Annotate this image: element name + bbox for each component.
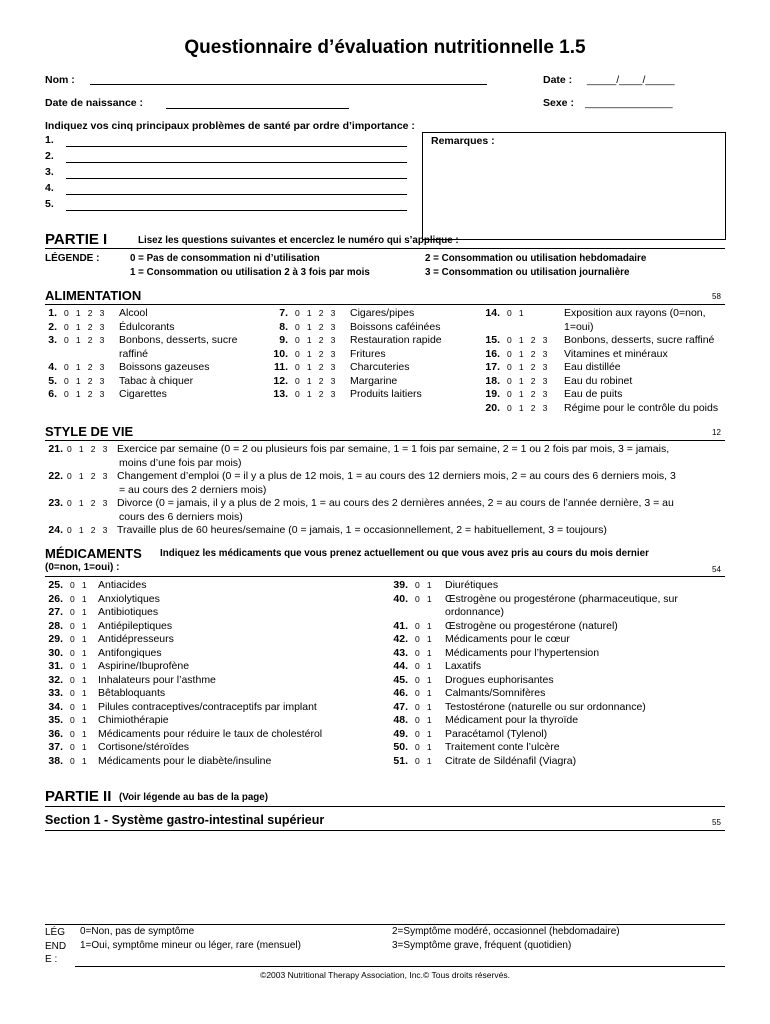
style-de-vie-label-continuation: cours des 6 derniers mois) (119, 510, 243, 523)
alimentation-label: Édulcorants (119, 320, 175, 333)
medicament-scale[interactable]: 0 1 (415, 634, 435, 644)
partie1-instruction: Lisez les questions suivantes et encerclez le numéro qui s’applique : (138, 235, 459, 246)
footer-legend-rule (45, 924, 725, 925)
problem-field[interactable] (66, 178, 407, 179)
alimentation-scale[interactable]: 0 1 2 3 (507, 389, 550, 399)
style-de-vie-number: 22. (48, 470, 63, 482)
nom-label: Nom : (45, 74, 75, 86)
date-label: Date : (543, 74, 573, 86)
medicament-scale[interactable]: 0 1 (70, 688, 90, 698)
medicament-item (390, 620, 618, 634)
partie2-rule (45, 806, 725, 807)
problem-field[interactable] (66, 162, 407, 163)
legend-1: 1 = Consommation ou utilisation 2 à 3 fois par mois (130, 267, 370, 278)
alimentation-number: 11. (273, 361, 288, 373)
alimentation-number: 19. (485, 388, 500, 400)
style-de-vie-scale[interactable]: 0 1 2 3 (67, 498, 110, 508)
alimentation-number: 10. (273, 347, 288, 360)
alimentation-item (45, 361, 209, 375)
alimentation-label: Eau distillée (564, 361, 621, 373)
medicament-item (390, 687, 545, 701)
medicament-label: Chimiothérapie (98, 714, 169, 726)
legend-3: 3 = Consommation ou utilisation journalière (425, 267, 630, 278)
style-de-vie-score: 12 (712, 428, 721, 437)
alimentation-title: ALIMENTATION (45, 288, 142, 303)
footer-legend-2: 2=Symptôme modéré, occasionnel (hebdomadaire) (392, 926, 620, 937)
medicament-number: 47. (393, 700, 408, 713)
medicament-item (390, 728, 547, 742)
alimentation-item (45, 388, 167, 402)
medicament-number: 49. (393, 727, 408, 740)
medicament-scale[interactable]: 0 1 (415, 647, 435, 658)
medicament-label: Paracétamol (Tylenol) (445, 727, 548, 740)
medicaments-title: MÉDICAMENTS (45, 546, 142, 561)
medicament-scale[interactable]: 0 1 (415, 688, 435, 698)
alimentation-number: 12. (273, 374, 288, 387)
medicament-item (45, 701, 317, 715)
medicament-scale[interactable]: 0 1 (415, 580, 435, 590)
medicament-scale[interactable]: 0 1 (70, 715, 90, 725)
medicament-number: 25. (48, 579, 63, 591)
partie1-rule (45, 248, 725, 249)
alimentation-item (482, 348, 668, 362)
page-title: Questionnaire d’évaluation nutritionnelle 1.5 (184, 37, 586, 58)
medicament-scale[interactable]: 0 1 (70, 607, 90, 617)
footer-bottom-rule (75, 966, 725, 967)
alimentation-label: Eau du robinet (564, 374, 633, 387)
alimentation-label: Exposition aux rayons (0=non, (564, 307, 706, 319)
legend-2: 2 = Consommation ou utilisation hebdomadaire (425, 253, 647, 264)
footer-legend-label-line: END (45, 940, 67, 952)
nom-field[interactable] (90, 84, 487, 85)
medicament-number: 40. (393, 592, 408, 605)
alimentation-label: Alcool (119, 307, 148, 319)
alimentation-number: 7. (279, 307, 288, 319)
medicament-number: 38. (48, 754, 63, 767)
copyright: ©2003 Nutritional Therapy Association, Inc.© Tous droits réservés. (260, 970, 510, 980)
alimentation-item (270, 307, 414, 321)
alimentation-label: Margarine (350, 374, 398, 387)
medicament-item (45, 579, 146, 593)
medicament-item (45, 674, 216, 688)
alimentation-item (45, 334, 237, 348)
style-de-vie-label-continuation: moins d’une fois par mois) (119, 456, 242, 469)
medicament-label: Drogues euphorisantes (445, 673, 554, 686)
problem-number: 1. (45, 134, 54, 146)
medicaments-score: 54 (712, 565, 721, 574)
style-de-vie-item (45, 524, 607, 538)
medicament-scale[interactable]: 0 1 (415, 755, 435, 766)
alimentation-item (45, 307, 148, 321)
date-field[interactable]: _____/____/_____ (587, 74, 675, 86)
alimentation-item (270, 334, 442, 348)
alimentation-item (482, 375, 632, 389)
medicament-number: 51. (393, 754, 408, 767)
alimentation-label: Vitamines et minéraux (564, 347, 668, 360)
medicament-label: Antibiotiques (98, 606, 159, 618)
medicament-scale[interactable]: 0 1 (70, 620, 90, 631)
medicament-number: 33. (48, 687, 63, 699)
medicament-item (390, 660, 481, 674)
alimentation-number: 8. (279, 320, 288, 333)
problem-number: 4. (45, 182, 54, 194)
medicament-item (45, 620, 172, 634)
medicament-number: 30. (48, 646, 63, 659)
medicament-scale[interactable]: 0 1 (70, 634, 90, 644)
medicament-item (45, 741, 189, 755)
medicament-item (390, 714, 578, 728)
alimentation-scale[interactable]: 0 1 2 3 (507, 362, 550, 372)
alimentation-number: 15. (485, 334, 500, 346)
alimentation-scale[interactable]: 0 1 2 3 (64, 335, 107, 345)
alimentation-item (45, 321, 174, 335)
style-de-vie-title: STYLE DE VIE (45, 424, 134, 439)
style-de-vie-scale[interactable]: 0 1 2 3 (67, 525, 110, 535)
alimentation-number: 13. (273, 388, 288, 400)
alimentation-label: Produits laitiers (350, 388, 422, 400)
medicament-item (390, 579, 498, 593)
alimentation-item (482, 361, 621, 375)
alimentation-label-continuation: 1=oui) (564, 320, 594, 333)
alimentation-score: 58 (712, 292, 721, 301)
medicament-label: Cortisone/stéroïdes (98, 741, 190, 753)
medicament-number: 45. (393, 673, 408, 686)
alimentation-number: 4. (48, 361, 57, 373)
alimentation-number: 17. (485, 361, 500, 373)
medicament-number: 39. (393, 579, 408, 591)
medicament-label: Laxatifs (445, 660, 482, 672)
alimentation-item (45, 375, 193, 389)
medicament-number: 36. (48, 727, 63, 740)
alimentation-label: Bonbons, desserts, sucre raffiné (564, 334, 715, 346)
alimentation-label: Régime pour le contrôle du poids (564, 401, 719, 414)
alimentation-scale[interactable]: 0 1 2 3 (295, 389, 338, 399)
style-de-vie-scale[interactable]: 0 1 2 3 (67, 444, 110, 454)
medicament-label: Œstrogène ou progestérone (naturel) (445, 619, 618, 632)
medicament-number: 32. (48, 673, 63, 686)
medicament-label: Antidépresseurs (98, 633, 174, 645)
medicament-number: 41. (393, 619, 408, 632)
alimentation-item (270, 361, 410, 375)
medicament-label: Anxiolytiques (98, 592, 160, 605)
footer-legend-3: 3=Symptôme grave, fréquent (quotidien) (392, 939, 572, 951)
style-de-vie-label: Changement d’emploi (0 = il y a plus de 12 mois, 1 = au cours des 12 derniers mois, 2 = au cours des 6 derniers mois, 3 (117, 470, 676, 482)
medicament-item (45, 606, 158, 620)
medicament-item (390, 647, 599, 661)
alimentation-scale[interactable]: 0 1 2 3 (64, 321, 107, 332)
partie2-title: PARTIE II (45, 788, 112, 805)
medicament-label: Testostérone (naturelle ou sur ordonnance) (445, 700, 646, 713)
style-de-vie-label-continuation: = au cours des 2 derniers mois) (119, 483, 267, 496)
alimentation-scale[interactable]: 0 1 2 3 (295, 335, 338, 345)
medicament-label: Traitement conte l’ulcère (445, 741, 560, 753)
problem-number: 3. (45, 166, 54, 178)
style-de-vie-number: 23. (48, 497, 63, 509)
medicament-label-continuation: ordonnance) (445, 606, 504, 618)
remarks-box[interactable] (422, 132, 726, 240)
alimentation-scale[interactable]: 0 1 2 3 (507, 335, 550, 345)
alimentation-label: Charcuteries (350, 361, 410, 373)
partie2-note: (Voir légende au bas de la page) (119, 792, 268, 803)
alimentation-scale[interactable]: 0 1 2 3 (507, 402, 550, 413)
alimentation-scale[interactable]: 0 1 2 3 (507, 348, 550, 359)
alimentation-scale[interactable]: 0 1 2 3 (295, 321, 338, 332)
problem-field[interactable] (66, 146, 407, 147)
medicament-scale[interactable]: 0 1 (415, 593, 435, 604)
medicament-item (45, 660, 189, 674)
dob-label: Date de naissance : (45, 97, 144, 109)
alimentation-number: 20. (485, 401, 500, 414)
alimentation-label: Tabac à chiquer (119, 374, 194, 387)
medicament-label: Médicaments pour réduire le taux de cholestérol (98, 727, 323, 740)
alimentation-scale[interactable]: 0 1 2 3 (295, 375, 338, 386)
medicament-item (390, 741, 560, 755)
style-de-vie-item (45, 443, 669, 457)
legend-label: LÉGENDE : (45, 253, 100, 264)
style-de-vie-item (45, 497, 674, 511)
alimentation-label: Cigares/pipes (350, 307, 415, 319)
footer-legend-label (45, 926, 66, 967)
medicament-scale[interactable]: 0 1 (70, 755, 90, 766)
medicament-number: 43. (393, 646, 408, 659)
medicament-number: 50. (393, 741, 408, 753)
medicament-item (45, 647, 162, 661)
medicament-item (45, 728, 322, 742)
alimentation-label: Eau de puits (564, 388, 623, 400)
style-de-vie-label: Exercice par semaine (0 = 2 ou plusieurs fois par semaine, 1 = 1 fois par semaine, 2 = 1 ou 2 fois par mois, 3 = jamais, (117, 443, 670, 455)
medicament-label: Inhalateurs pour l’asthme (98, 673, 216, 686)
medicament-number: 29. (48, 633, 63, 645)
medicament-number: 31. (48, 660, 63, 672)
medicaments-rule (45, 576, 725, 577)
medicament-number: 37. (48, 741, 63, 753)
alimentation-item (482, 388, 622, 402)
alimentation-scale[interactable]: 0 1 2 3 (507, 375, 550, 386)
alimentation-number: 9. (279, 334, 288, 346)
medicament-scale[interactable]: 0 1 (70, 701, 90, 712)
alimentation-number: 16. (485, 347, 500, 360)
section1-rule (45, 830, 725, 831)
style-de-vie-label: Divorce (0 = jamais, il y a plus de 2 mois, 1 = au cours des 2 dernières années, 2 = au cours de l’année dernière, 3 = au (117, 497, 674, 509)
medicament-item (45, 687, 165, 701)
medicament-scale[interactable]: 0 1 (70, 580, 90, 590)
alimentation-rule (45, 304, 725, 305)
alimentation-scale[interactable]: 0 1 2 3 (295, 348, 338, 359)
medicament-scale[interactable]: 0 1 (70, 647, 90, 658)
alimentation-item (482, 307, 706, 321)
problem-field[interactable] (66, 210, 407, 211)
section1-title: Section 1 - Système gastro-intestinal supérieur (45, 813, 325, 827)
style-de-vie-label: Travaille plus de 60 heures/semaine (0 = jamais, 1 = occasionnellement, 2 = habituellement, 3 = toujours) (117, 524, 607, 536)
alimentation-label-continuation: raffiné (119, 347, 148, 360)
alimentation-scale[interactable]: 0 1 2 3 (295, 362, 338, 372)
alimentation-item (270, 375, 397, 389)
medicament-number: 26. (48, 592, 63, 605)
medicament-label: Bêtabloquants (98, 687, 166, 699)
alimentation-number: 1. (48, 307, 57, 319)
alimentation-label: Fritures (350, 347, 386, 360)
problems-prompt: Indiquez vos cinq principaux problèmes de santé par ordre d’importance : (45, 120, 415, 132)
style-de-vie-item (45, 470, 676, 484)
alimentation-number: 5. (48, 374, 57, 387)
medicament-item (390, 755, 576, 769)
style-de-vie-number: 24. (48, 524, 63, 536)
alimentation-label: Cigarettes (119, 388, 167, 400)
alimentation-number: 6. (48, 388, 57, 400)
medicament-number: 44. (393, 660, 408, 672)
medicament-item (390, 701, 646, 715)
partie1-title: PARTIE I (45, 231, 108, 248)
alimentation-number: 2. (48, 320, 57, 333)
footer-legend-1: 1=Oui, symptôme mineur ou léger, rare (mensuel) (80, 939, 301, 951)
alimentation-number: 18. (485, 374, 500, 387)
medicament-number: 46. (393, 687, 408, 699)
medicament-item (45, 714, 169, 728)
alimentation-label: Bonbons, desserts, sucre (119, 334, 238, 346)
footer-legend-label-line: LÉG (45, 927, 66, 938)
medicament-label: Médicaments pour l’hypertension (445, 646, 600, 659)
medicament-scale[interactable]: 0 1 (415, 674, 435, 685)
medicament-scale[interactable]: 0 1 (415, 742, 435, 752)
style-de-vie-scale[interactable]: 0 1 2 3 (67, 471, 110, 481)
medicament-scale[interactable]: 0 1 (70, 593, 90, 604)
medicament-label: Aspirine/Ibuprofène (98, 660, 190, 672)
alimentation-scale[interactable]: 0 1 2 3 (64, 389, 107, 399)
medicament-scale[interactable]: 0 1 (415, 620, 435, 631)
alimentation-number: 3. (48, 334, 57, 346)
alimentation-item (270, 388, 422, 402)
medicament-number: 48. (393, 714, 408, 726)
alimentation-label: Boissons caféinées (350, 320, 441, 333)
problem-number: 2. (45, 150, 54, 162)
alimentation-number: 14. (485, 307, 500, 319)
medicament-item (390, 593, 678, 607)
alimentation-item (482, 402, 718, 416)
dob-field[interactable] (166, 108, 349, 109)
alimentation-label: Restauration rapide (350, 334, 442, 346)
sexe-field[interactable]: _______________ (585, 97, 673, 109)
medicament-scale[interactable]: 0 1 (415, 661, 435, 671)
medicament-label: Médicaments pour le cœur (445, 633, 570, 645)
sexe-label: Sexe : (543, 97, 574, 109)
medicament-label: Antiacides (98, 579, 147, 591)
problem-number: 5. (45, 198, 54, 210)
style-de-vie-number: 21. (48, 443, 63, 455)
alimentation-label: Boissons gazeuses (119, 361, 210, 373)
medicament-label: Médicaments pour le diabète/insuline (98, 754, 272, 767)
medicament-scale[interactable]: 0 1 (415, 715, 435, 725)
medicament-number: 28. (48, 619, 63, 632)
medicament-scale[interactable]: 0 1 (70, 661, 90, 671)
legend-0: 0 = Pas de consommation ni d’utilisation (130, 253, 320, 264)
medicament-label: Antiépileptiques (98, 619, 173, 632)
medicament-number: 34. (48, 700, 63, 713)
problem-field[interactable] (66, 194, 407, 195)
medicament-number: 27. (48, 606, 63, 618)
medicament-number: 35. (48, 714, 63, 726)
medicament-scale[interactable]: 0 1 (70, 728, 90, 739)
style-de-vie-rule (45, 440, 725, 441)
medicament-scale[interactable]: 0 1 (70, 674, 90, 685)
medicament-label: Antifongiques (98, 646, 162, 659)
medicament-item (45, 633, 174, 647)
alimentation-scale[interactable]: 0 1 2 3 (64, 362, 107, 372)
section1-score: 55 (712, 818, 721, 827)
medicament-label: Calmants/Somnifères (445, 687, 546, 699)
medicament-scale[interactable]: 0 1 (415, 701, 435, 712)
alimentation-scale[interactable]: 0 1 (507, 308, 527, 318)
medicament-item (390, 633, 570, 647)
medicament-label: Médicament pour la thyroïde (445, 714, 579, 726)
footer-legend-label-line: E : (45, 954, 58, 965)
medicaments-instruction: Indiquez les médicaments que vous prenez actuellement ou que vous avez pris au cours du mois dernier (160, 548, 649, 559)
medicament-label: Citrate de Sildénafil (Viagra) (445, 754, 577, 767)
medicament-item (45, 755, 271, 769)
alimentation-scale[interactable]: 0 1 2 3 (64, 375, 107, 386)
medicament-item (390, 674, 554, 688)
alimentation-scale[interactable]: 0 1 2 3 (64, 308, 107, 318)
medicaments-scale-note: (0=non, 1=oui) : (45, 562, 120, 573)
medicament-label: Œstrogène ou progestérone (pharmaceutique, sur (445, 592, 678, 605)
remarks-label: Remarques : (431, 135, 495, 147)
medicament-number: 42. (393, 633, 408, 645)
medicament-scale[interactable]: 0 1 (415, 728, 435, 739)
footer-legend-0: 0=Non, pas de symptôme (80, 926, 195, 937)
medicament-item (45, 593, 160, 607)
medicament-label: Diurétiques (445, 579, 499, 591)
alimentation-scale[interactable]: 0 1 2 3 (295, 308, 338, 318)
alimentation-item (270, 348, 386, 362)
alimentation-item (482, 334, 714, 348)
medicament-label: Pilules contraceptives/contraceptifs par implant (98, 700, 317, 713)
medicament-scale[interactable]: 0 1 (70, 742, 90, 752)
alimentation-item (270, 321, 440, 335)
